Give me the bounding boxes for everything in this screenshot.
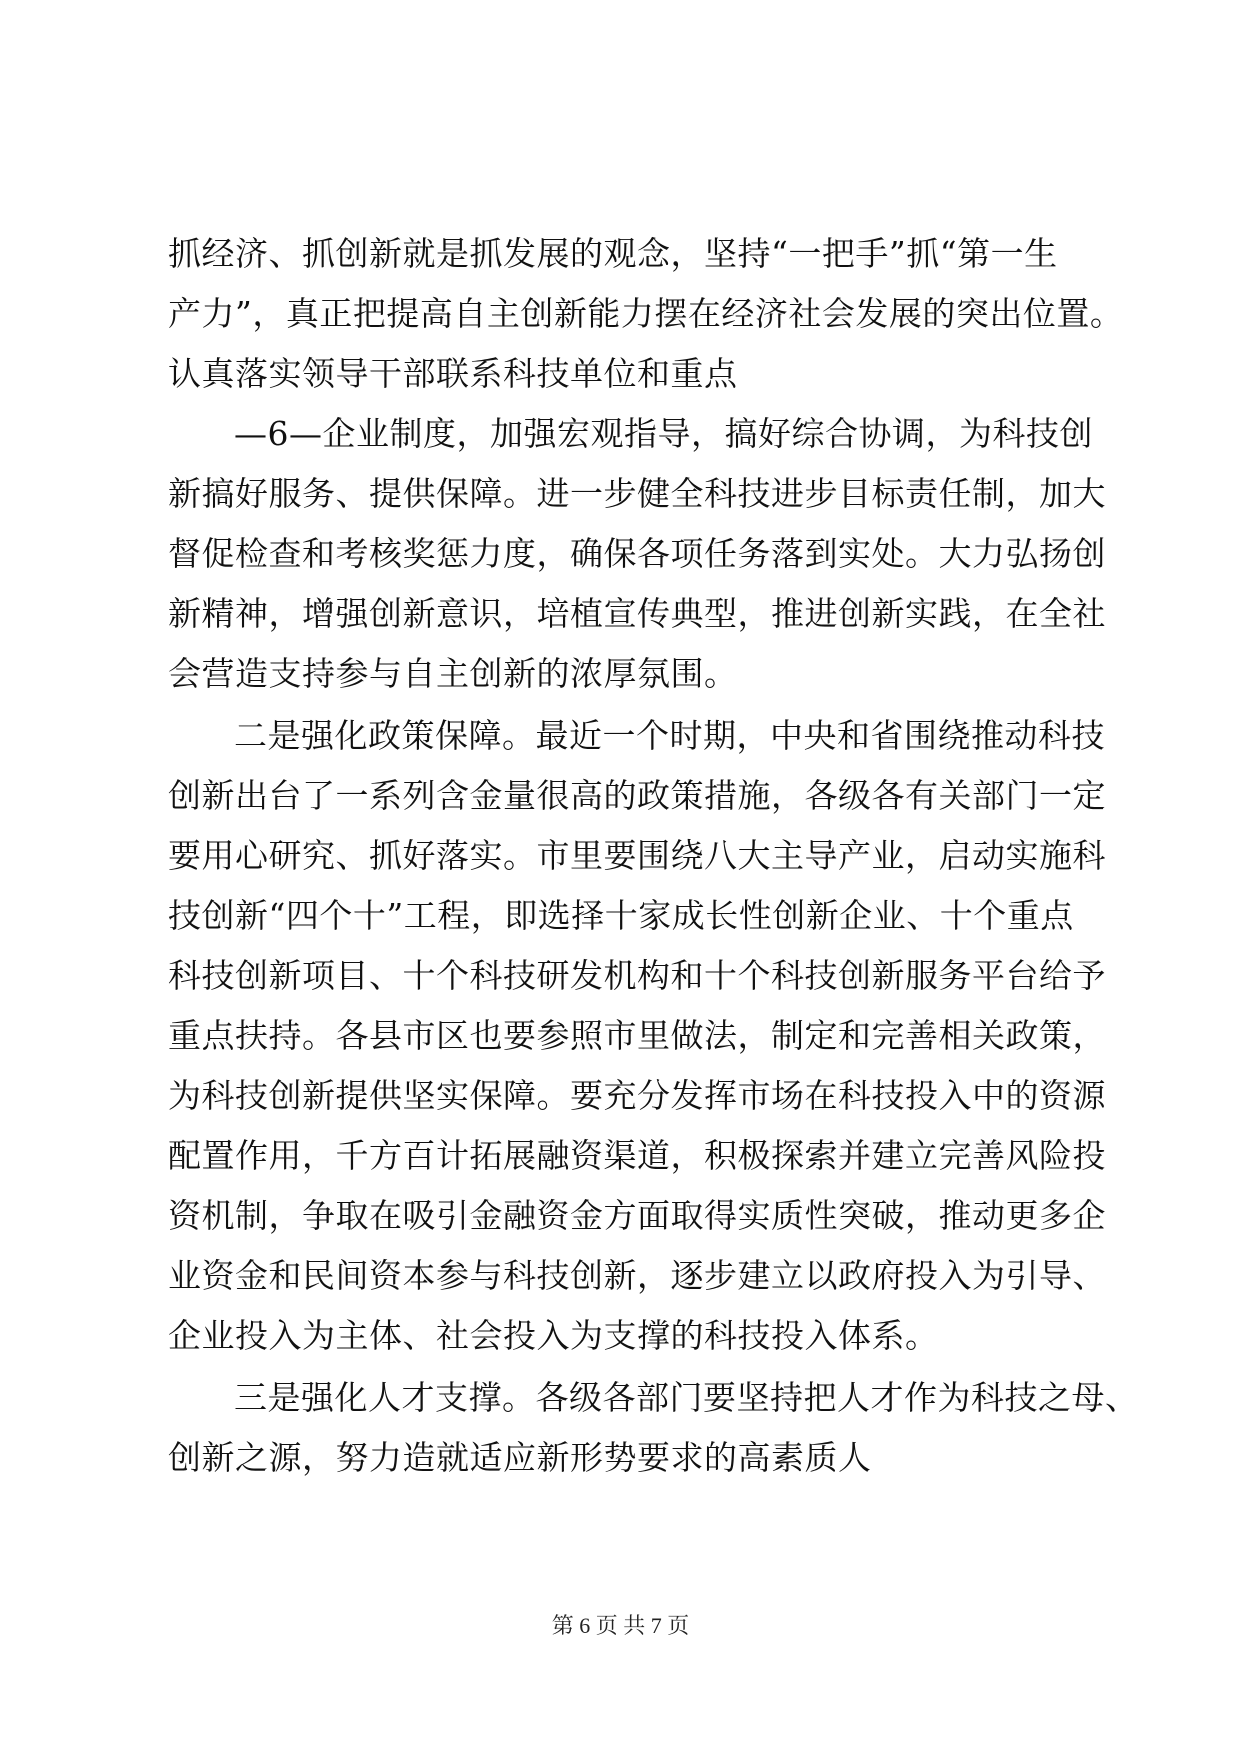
text-line: 要用心研究、抓好落实。市里要围绕八大主导产业，启动实施科 [168,836,1106,875]
text-line: 科技创新项目、十个科技研发机构和十个科技创新服务平台给予 [168,956,1106,995]
text-line: 业资金和民间资本参与科技创新，逐步建立以政府投入为引导、 [168,1256,1106,1295]
text-line: 资机制，争取在吸引金融资金方面取得实质性突破，推动更多企 [168,1196,1106,1235]
text-line: 督促检查和考核奖惩力度，确保各项任务落到实处。大力弘扬创 [168,534,1106,573]
text-line: 企业投入为主体、社会投入为支撑的科技投入体系。 [168,1316,939,1355]
text-line: 产力”，真正把提高自主创新能力摆在经济社会发展的突出位置。 [168,294,1124,333]
text-line: 三是强化人才支撑。各级各部门要坚持把人才作为科技之母、 [234,1378,1139,1417]
text-line: 创新之源，努力造就适应新形势要求的高素质人 [168,1438,872,1477]
text-line: 配置作用，千方百计拓展融资渠道，积极探索并建立完善风险投 [168,1136,1106,1175]
text-line: 技创新“四个十”工程，即选择十家成长性创新企业、十个重点 [168,896,1074,935]
text-line: —6—企业制度，加强宏观指导，搞好综合协调，为科技创 [234,414,1093,453]
text-line: 二是强化政策保障。最近一个时期，中央和省围绕推动科技 [234,716,1105,755]
text-line: 创新出台了一系列含金量很高的政策措施，各级各有关部门一定 [168,776,1106,815]
text-line: 认真落实领导干部联系科技单位和重点 [168,354,738,393]
page-number-footer: 第 6 页 共 7 页 [551,1613,690,1638]
text-line: 重点扶持。各县市区也要参照市里做法，制定和完善相关政策， [168,1016,1106,1055]
text-line: 新搞好服务、提供保障。进一步健全科技进步目标责任制，加大 [168,474,1106,513]
text-line: 为科技创新提供坚实保障。要充分发挥市场在科技投入中的资源 [168,1076,1106,1115]
text-line: 新精神，增强创新意识，培植宣传典型，推进创新实践，在全社 [168,594,1106,633]
text-line: 抓经济、抓创新就是抓发展的观念，坚持“一把手”抓“第一生 [168,234,1058,273]
text-line: 会营造支持参与自主创新的浓厚氛围。 [168,654,738,693]
